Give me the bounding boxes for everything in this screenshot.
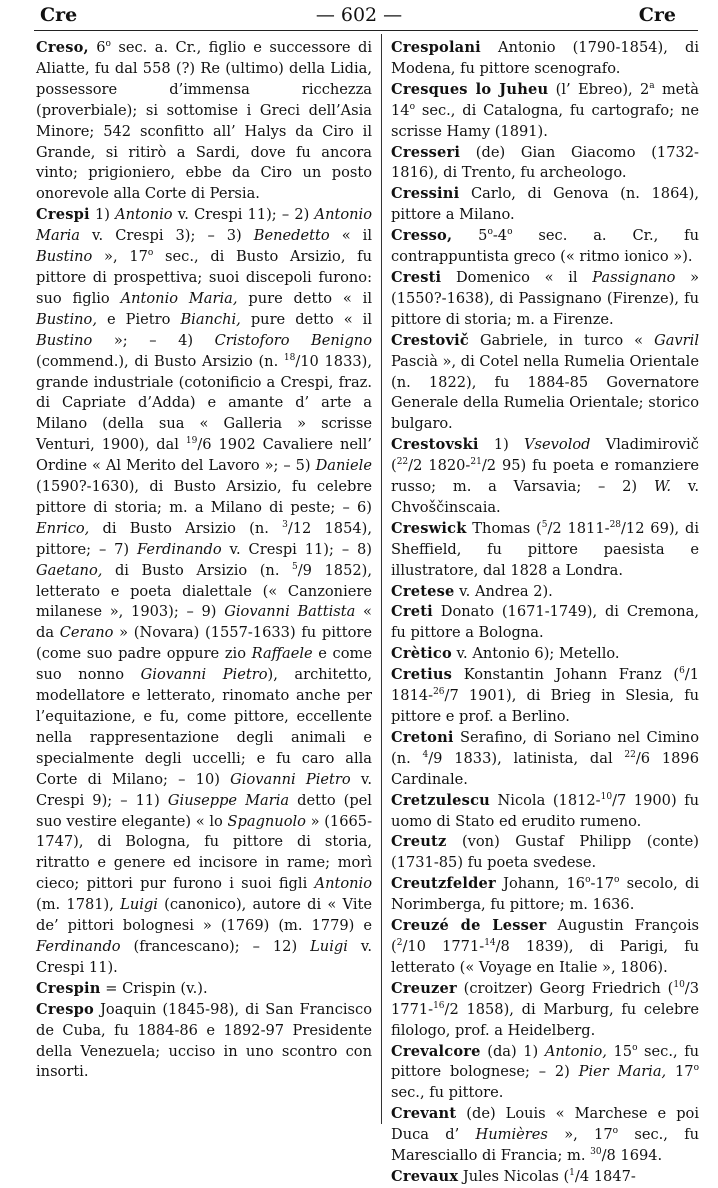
entry-text: 1) Vsevolod Vladimirovič ($^{22}$/2 1820-$^{21}$/2 95) fu poeta e romanziere russo; m. a Varsavia; – 2) W. v. Chvoščinscaia. [391,436,699,516]
entry-text: Donato (1671-1749), di Cremona, fu pittore a Bologna. [391,603,699,642]
dictionary-entry [391,1104,699,1167]
entry-headword: Crevalcore [391,1042,481,1060]
entry-headword: Cretoni [391,728,454,746]
entry-headword: Creti [391,603,433,621]
dictionary-entry [36,1000,372,1084]
dictionary-entry [391,791,699,833]
entry-text: 1) Antonio v. Crespi 11); – 2) Antonio Maria v. Crespi 3); – 3) Benedetto « il Bustino », 17$^o$ sec., di Busto Arsizio, fu pittore di prospettiva; suoi discepoli furono: suo figlio Antonio Maria, pure detto « il Bustino, e Pietro Bianchi, pure detto « il Bustino »; – 4) Cristoforo Benigno (commend.), di Busto Arsizio (n. $^{18}$/10 1833), grande industriale (cotonificio a Crespi, fraz. di Capriate d’Adda) e amante d’ arte a Milano (della sua « Galleria » scrisse Venturi, 1900), dal $^{19}$/6 1902 Cavaliere nell’ Ordine « Al Merito del Lavoro »; – 5) Daniele (1590?-1630), di Busto Arsizio, fu celebre pittore di storia; m. a Milano di peste; – 6) Enrico, di Busto Arsizio (n. $^3$/12 1854), pittore; – 7) Ferdinando v. Crespi 11); – 8) Gaetano, di Busto Arsizio (n. $^5$/9 1852), letterato e poeta dialettale (« Canzoniere milanese », 1903); – 9) Giovanni Battista « da Cerano » (Novara) (1557-1633) fu pittore (come suo padre oppure zio Raffaele e come suo nonno Giovanni Pietro), architetto, modellatore e letterato, rinomato anche per l’equitazione, e fu, come pittore, eccellente nella rappresentazione degli animali e specialmente degli uccelli; e fu caro alla Corte di Milano; – 10) Giovanni Pietro v. Crespi 9); – 11) Giuseppe Maria detto (pel suo vestire elegante) « lo Spagnuolo » (1665-1747), di Bologna, fu pittore di storia, ritratto e genere ed incisore in rame; morì cieco; pittori pur furono i suoi figli Antonio (m. 1781), Luigi (canonico), autore di « Vite de’ pittori bolognesi » (1769) (m. 1779) e Ferdinando (francescano); – 12) Luigi v. Crespi 11). [36,206,373,976]
entry-headword: Creuzé de Lesser [391,917,547,935]
dictionary-entry [391,268,699,331]
entry-text: Joaquin (1845-98), di San Francisco de Cuba, fu 1884-86 e 1892-97 Presidente della Venezuela; ucciso in uno scontro con insorti. [36,1000,372,1081]
header-left-keyword: Cre [40,4,78,26]
entry-headword: Crevaux [391,1167,459,1185]
entry-text: (de) Louis « Marchese e poi Duca d’ Humières », 17$^o$ sec., fu Maresciallo di Francia; m. $^{30}$/8 1694. [391,1105,699,1165]
dictionary-entry [391,1042,699,1105]
entry-headword: Creutz [391,833,447,851]
dictionary-entry [36,38,372,205]
dictionary-entry [391,979,699,1042]
dictionary-entry [391,80,699,143]
page-header [0,0,718,30]
entry-text: Konstantin Johann Franz ($^6$/1 1814-$^{26}$/7 1901), di Brieg in Slesia, fu pittore e prof. a Berlino. [391,666,699,725]
entry-text: Serafino, di Soriano nel Cimino (n. $^4$/9 1833), latinista, dal $^{22}$/6 1896 Cardinale. [391,728,699,788]
dictionary-entry [391,143,699,185]
entry-headword: Crestovič [391,331,469,349]
dictionary-entry [391,435,699,519]
entry-text: 5$^o$-4$^o$ sec. a. Cr., fu contrappuntista greco (« ritmo ionico »). [391,227,699,266]
entry-headword: Cretese [391,582,455,600]
entry-text: Thomas ($^5$/2 1811-$^{28}$/12 69), di Sheffield, fu pittore paesista e illustratore, dal 1828 a Londra. [391,519,699,579]
entry-headword: Creuzer [391,979,457,997]
entry-text: Carlo, di Genova (n. 1864), pittore a Milano. [391,185,699,224]
entry-text: Gabriele, in turco « Gavril Pascià », di Cotel nella Rumelia Orientale (n. 1822), fu 1884-85 Governatore Generale della Rumelia Orientale; storico bulgaro. [391,331,699,433]
header-right-keyword: Cre [638,4,676,26]
dictionary-entry [391,832,699,874]
entry-text: (de) Gian Giacomo (1732-1816), di Trento, fu archeologo. [391,143,699,182]
entry-text: Jules Nicolas ($^1$/4 1847- [458,1167,636,1185]
dictionary-entry [391,519,699,582]
entry-text: Augustin François ($^2$/10 1771-$^{14}$/8 1839), di Parigi, fu letterato (« Voyage en Italie », 1806). [391,917,699,976]
entry-text: (l’ Ebreo), 2$^a$ metà 14$^o$ sec., di Catalogna, fu cartografo; ne scrisse Hamy (1891). [391,80,699,140]
entry-headword: Creutzfelder [391,875,496,893]
entry-headword: Cresques lo Juheu [391,80,549,98]
dictionary-entry [391,184,699,226]
right-column [391,38,699,1188]
entry-headword: Crètico [391,645,452,663]
page-number: — 602 — [315,4,403,26]
entry-headword: Crespolani [391,39,481,56]
entry-headword: Cresti [391,268,442,286]
dictionary-entry [391,226,699,268]
dictionary-entry [391,1167,699,1188]
dictionary-entry [391,644,699,665]
entry-headword: Cresso, [391,227,453,245]
entry-text: Johann, 16$^o$-17$^o$ secolo, di Norimberga, fu pittore; m. 1636. [391,875,699,914]
entry-headword: Creso, [36,39,89,56]
entry-headword: Cretzulescu [391,791,490,809]
entry-text: (da) 1) Antonio, 15$^o$ sec., fu pittore bolognese; – 2) Pier Maria, 17$^o$ sec., fu pittore. [391,1042,700,1102]
entry-text: v. Andrea 2). [454,582,553,600]
dictionary-entry [391,331,699,436]
dictionary-entry [391,728,699,791]
dictionary-entry [36,205,372,979]
entry-text: 6$^o$ sec. a. Cr., figlio e successore di Aliatte, fu dal 558 (?) Re (ultimo) della Lidia, possessore d’immensa ricchezza (proverbiale); si sottomise i Greci dell’Asia Minore; 542 sconfitto all’ Halys da Ciro il Grande, si ritirò a Sardi, dove fu ancora vinto; prigioniero, ebbe da Ciro un posto onorevole alla Corte di Persia. [36,39,372,203]
entry-headword: Creswick [391,519,467,537]
left-column [36,38,372,1083]
dictionary-entry [36,979,372,1000]
dictionary-entry [391,916,699,979]
entry-headword: Crespo [36,1000,94,1018]
dictionary-entry [391,582,699,603]
entry-headword: Cretius [391,666,453,684]
entry-text: Antonio (1790-1854), di Modena, fu pittore scenografo. [391,39,699,77]
dictionary-entry [391,874,699,916]
column-divider [381,34,382,1124]
entry-headword: Cresseri [391,143,461,161]
entry-text: v. Antonio 6); Metello. [451,645,620,663]
entry-headword: Cressini [391,185,460,203]
entry-headword: Crespin [36,979,101,997]
entry-text: Nicola (1812-$^{10}$/7 1900) fu uomo di Stato ed erudito rumeno. [391,791,699,830]
entry-headword: Crespi [36,206,90,224]
header-rule [34,30,698,31]
entry-text: Domenico « il Passignano » (1550?-1638), di Passignano (Firenze), fu pittore di storia; m. a Firenze. [391,268,699,328]
entry-headword: Crestovski [391,436,479,454]
entry-text: = Crispin (v.). [100,979,208,997]
entry-headword: Crevant [391,1105,457,1123]
entry-text: (von) Gustaf Philipp (conte) (1731-85) fu poeta svedese. [391,833,699,872]
dictionary-entry [391,602,699,644]
entry-text: (croitzer) Georg Friedrich ($^{10}$/3 1771-$^{16}$/2 1858), di Marburg, fu celebre filologo, prof. a Heidelberg. [391,979,699,1039]
dictionary-entry [391,665,699,728]
dictionary-entry [391,38,699,80]
